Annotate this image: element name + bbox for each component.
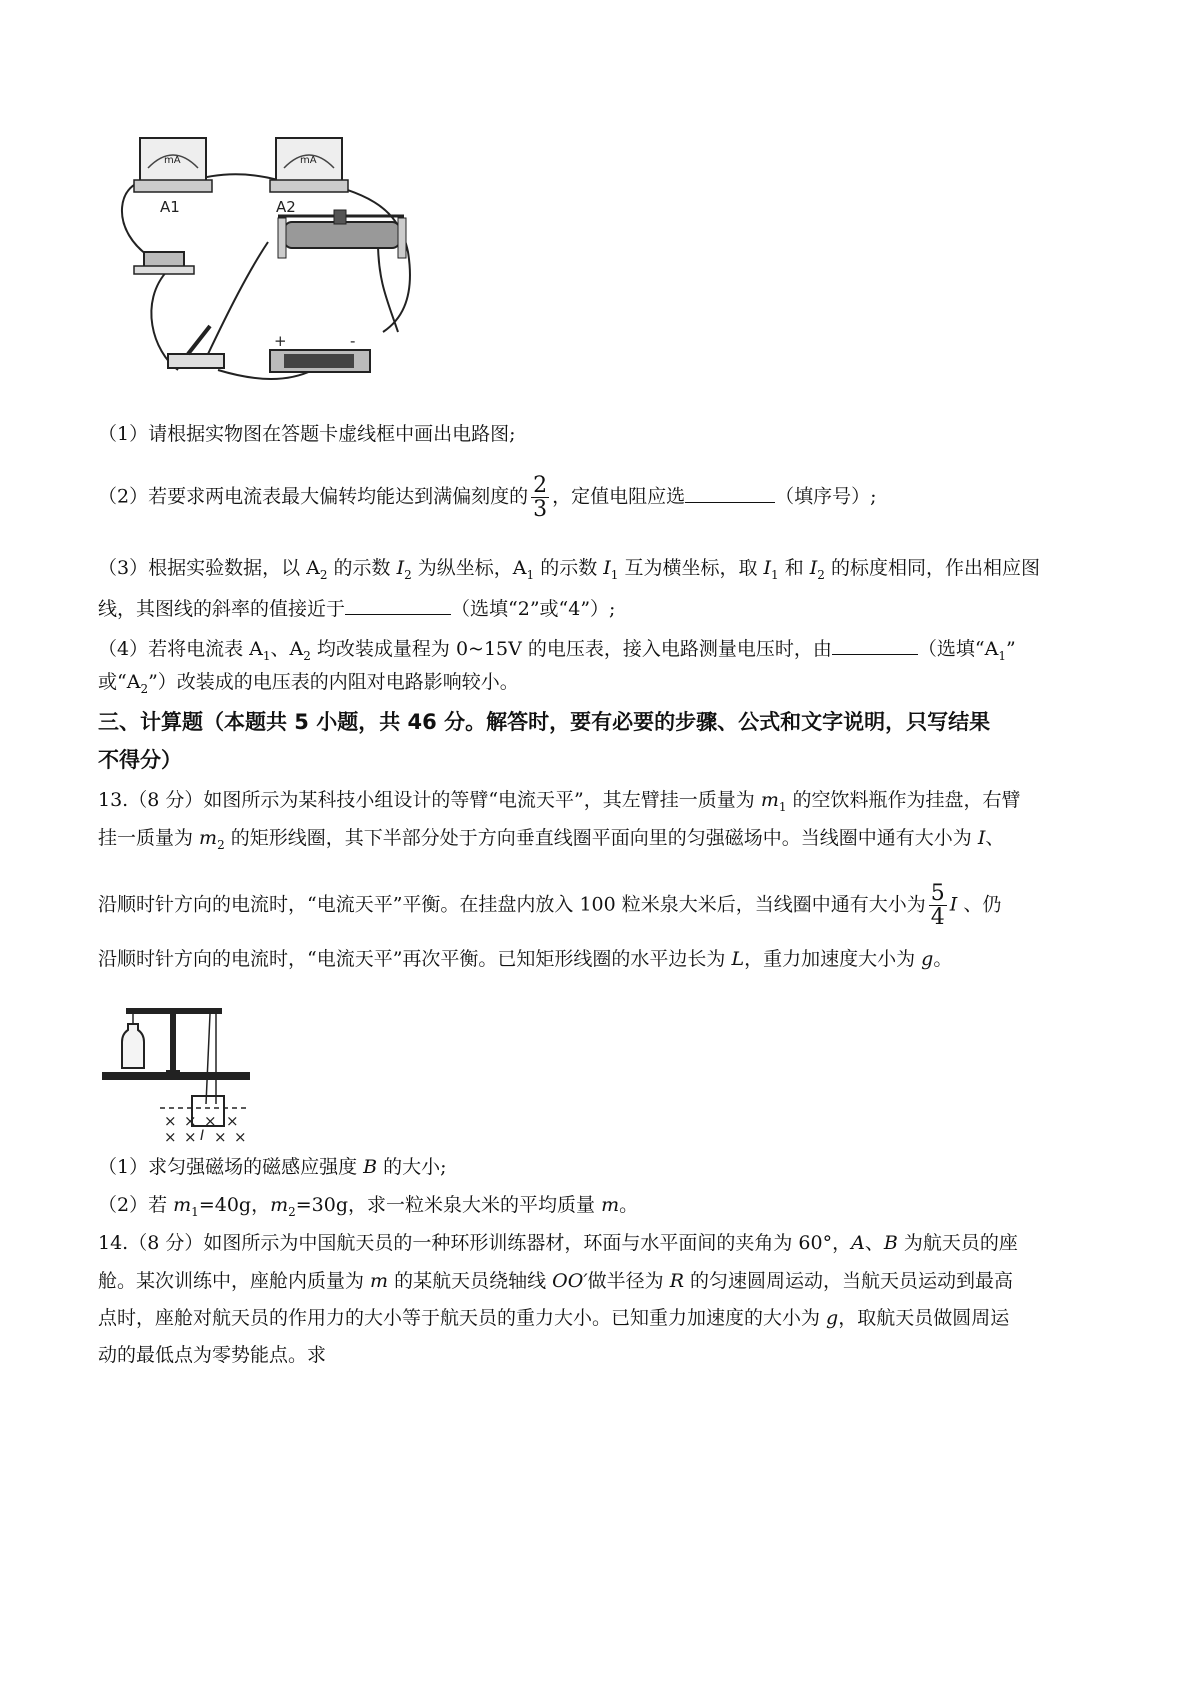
circuit-figure bbox=[98, 132, 420, 400]
resistor bbox=[134, 252, 194, 274]
meter2-label: A2 bbox=[276, 198, 296, 216]
q13-line3: 沿顺时针方向的电流时，“电流天平”平衡。在挂盘内放入 100 粒米泉大米后，当线圈中通有大小为 $\frac{5}{4}$ I 、仍 bbox=[98, 881, 1002, 931]
meter2-unit: mA bbox=[300, 155, 317, 166]
current-label: I bbox=[200, 1128, 205, 1142]
wire bbox=[122, 181, 158, 262]
q13-line4: 沿顺时针方向的电流时，“电流天平”再次平衡。已知矩形线圈的水平边长为 L，重力加速度大小为 g。 bbox=[98, 948, 953, 970]
q14-line2: 舱。某次训练中，座舱内质量为 m 的某航天员绕轴线 OO′做半径为 R 的匀速圆周运动，当航天员运动到最高 bbox=[98, 1270, 1014, 1292]
balance-beam bbox=[126, 1008, 222, 1014]
q12-part3-line1: （3）根据实验数据，以 $A_2$ 的示数 $I_2$ 为纵坐标，$A_1$ 的示数 $I_1$ 互为横坐标，取 $I_1$ 和 $I_2$ 的标度相同，作出相应图 bbox=[98, 557, 1040, 582]
meter1-unit: mA bbox=[164, 155, 181, 166]
field-cross: × bbox=[226, 1112, 239, 1130]
battery-minus: - bbox=[350, 332, 356, 350]
wire bbox=[208, 242, 268, 354]
q12-part2: （2）若要求两电流表最大偏转均能达到满偏刻度的 $\frac{2}{3}$ ，定值电阻应选 （填序号）; bbox=[98, 473, 877, 523]
field-cross: × bbox=[234, 1128, 247, 1142]
battery-plus: + bbox=[274, 332, 287, 350]
q13-part2: （2）若 $m_1=40g$，$m_2=30g$，求一粒米泉大米的平均质量 m。 bbox=[98, 1194, 639, 1219]
field-cross: × bbox=[204, 1112, 217, 1130]
q12-part4-line2: 或“$A_2$”）改装成的电压表的内阻对电路影响较小。 bbox=[98, 671, 519, 696]
balance-post bbox=[170, 1014, 176, 1074]
q13-line1: 13.（8 分）如图所示为某科技小组设计的等臂“电流天平”，其左臂挂一质量为 $m_1$ 的空饮料瓶作为挂盘，右臂 bbox=[98, 789, 1021, 814]
wire bbox=[378, 242, 398, 332]
bottle-pan bbox=[122, 1024, 144, 1068]
rheostat bbox=[278, 210, 406, 258]
field-cross: × bbox=[164, 1128, 177, 1142]
wire bbox=[313, 180, 410, 332]
field-cross: × bbox=[184, 1112, 197, 1130]
section-heading-cont: 不得分） bbox=[98, 748, 182, 772]
q13-line2: 挂一质量为 $m_2$ 的矩形线圈，其下半部分处于方向垂直线圈平面向里的匀强磁场中。当线圈中通有大小为 I、 bbox=[98, 827, 1005, 852]
current-balance-figure bbox=[100, 992, 270, 1142]
q14-line1: 14.（8 分）如图所示为中国航天员的一种环形训练器材，环面与水平面间的夹角为 60°，A、B 为航天员的座 bbox=[98, 1232, 1018, 1254]
section-heading: 三、计算题（本题共 5 小题，共 46 分。解答时，要有必要的步骤、公式和文字说明，只写结果 bbox=[98, 710, 991, 734]
q13-part1: （1）求匀强磁场的磁感应强度 B 的大小; bbox=[98, 1156, 447, 1178]
q14-line3: 点时，座舱对航天员的作用力的大小等于航天员的重力大小。已知重力加速度的大小为 g，取航天员做圆周运 bbox=[98, 1307, 1010, 1329]
field-cross: × bbox=[164, 1112, 177, 1130]
answer-blank bbox=[685, 484, 775, 503]
q12-part4-line1: （4）若将电流表 $A_1$、$A_2$ 均改装成量程为 0~15V 的电压表，接入电路测量电压时，由 （选填“$A_1$” bbox=[98, 638, 1016, 663]
meter1-label: A1 bbox=[160, 198, 180, 216]
q12-part1: （1）请根据实物图在答题卡虚线框中画出电路图; bbox=[98, 423, 516, 445]
answer-blank bbox=[345, 596, 451, 615]
field-cross: × bbox=[184, 1128, 197, 1142]
fraction-two-thirds: $\frac{2}{3}$ bbox=[533, 473, 548, 523]
q14-line4: 动的最低点为零势能点。求 bbox=[98, 1344, 327, 1366]
battery bbox=[270, 350, 370, 372]
field-cross: × bbox=[214, 1128, 227, 1142]
fraction-five-fourths: $\frac{5}{4}$ bbox=[930, 881, 945, 931]
q12-part3-line2: 线，其图线的斜率的值接近于 （选填“2”或“4”）; bbox=[98, 598, 616, 620]
answer-blank bbox=[832, 636, 918, 655]
switch bbox=[168, 326, 224, 368]
